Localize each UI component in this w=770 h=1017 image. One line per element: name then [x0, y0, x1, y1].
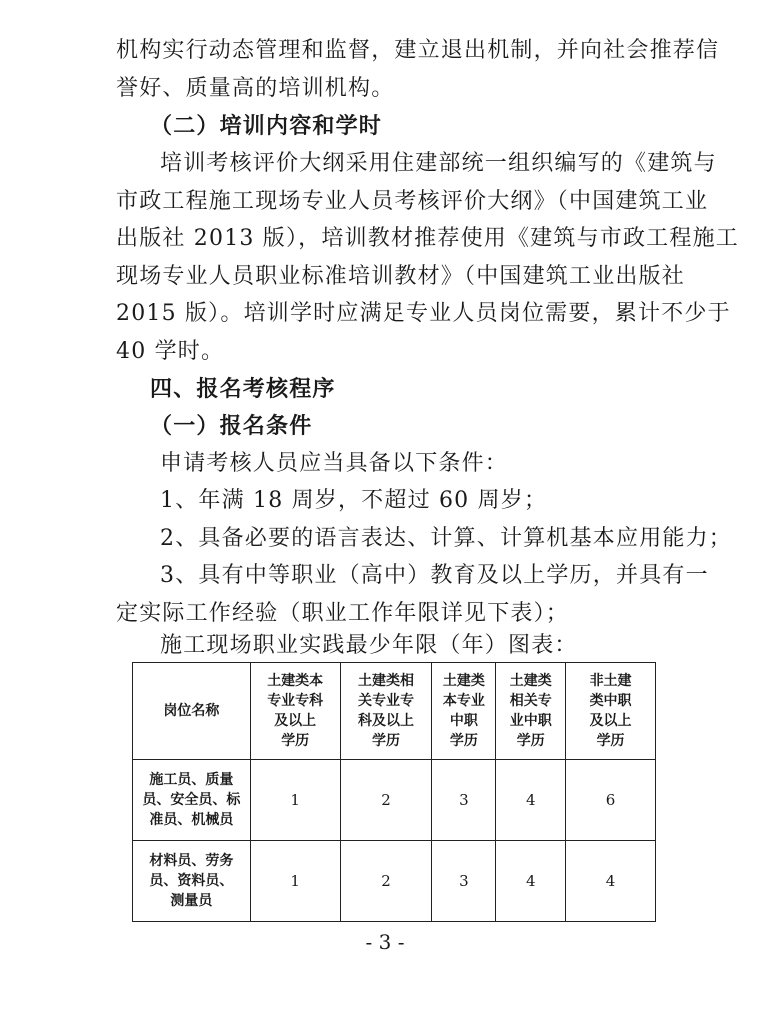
table-row	[133, 760, 656, 841]
table-value-cell: 4	[496, 841, 566, 922]
section-heading-training: （二）培训内容和学时	[150, 113, 383, 139]
table-header-cell: 土建类 本专业 中职 学历	[432, 663, 496, 760]
paragraph-line: 40 学时。	[116, 339, 225, 364]
paragraph-line: 培训考核评价大纲采用住建部统一组织编写的《建筑与	[160, 151, 717, 176]
table-header-cell: 土建类本 专业专科 及以上 学历	[250, 663, 340, 760]
paragraph-line: 2015 版）。培训学时应满足专业人员岗位需要，累计不少于	[116, 301, 731, 326]
paragraph-line: 机构实行动态管理和监督，建立退出机制，并向社会推荐信	[116, 38, 720, 63]
table-value-cell: 4	[496, 760, 566, 841]
table-value-cell: 3	[432, 760, 496, 841]
paragraph-line: 现场专业人员职业标准培训教材》（中国建筑工业出版社	[116, 264, 686, 289]
table-value-cell: 1	[250, 760, 340, 841]
condition-item-continued: 定实际工作经验（职业工作年限详见下表）；	[116, 601, 570, 626]
paragraph-line: 申请考核人员应当具备以下条件：	[160, 451, 509, 476]
work-experience-table	[132, 662, 656, 922]
table-value-cell: 2	[340, 841, 432, 922]
section-heading-conditions: （一）报名条件	[150, 413, 313, 439]
paragraph-line: 市政工程施工现场专业人员考核评价大纲》（中国建筑工业	[116, 189, 709, 214]
table-header-cell: 土建类相 关专业专 科及以上 学历	[340, 663, 432, 760]
table-row	[133, 841, 656, 922]
table-value-cell: 2	[340, 760, 432, 841]
section-heading-procedure: 四、报名考核程序	[150, 376, 336, 402]
condition-item: 2、具备必要的语言表达、计算、计算机基本应用能力；	[160, 526, 732, 551]
table-header-cell: 岗位名称	[133, 663, 251, 760]
table-value-cell: 6	[566, 760, 656, 841]
table-value-cell: 3	[432, 841, 496, 922]
table-role-cell: 材料员、劳务 员、资料员、 测量员	[133, 841, 251, 922]
table-header-row	[133, 663, 656, 760]
table-caption: 施工现场职业实践最少年限（年）图表：	[160, 633, 578, 658]
table-header-cell: 非土建 类中职 及以上 学历	[566, 663, 656, 760]
table-value-cell: 1	[250, 841, 340, 922]
page-number: - 3 -	[365, 930, 405, 954]
condition-item: 3、具有中等职业（高中）教育及以上学历，并具有一	[160, 563, 709, 588]
table-role-cell: 施工员、质量 员、安全员、标 准员、机械员	[133, 760, 251, 841]
paragraph-line: 出版社 2013 版），培训教材推荐使用《建筑与市政工程施工	[116, 226, 739, 251]
paragraph-line: 誉好、质量高的培训机构。	[116, 76, 395, 101]
condition-item: 1、年满 18 周岁，不超过 60 周岁；	[160, 488, 548, 513]
table-header-cell: 土建类 相关专 业中职 学历	[496, 663, 566, 760]
table-value-cell: 4	[566, 841, 656, 922]
